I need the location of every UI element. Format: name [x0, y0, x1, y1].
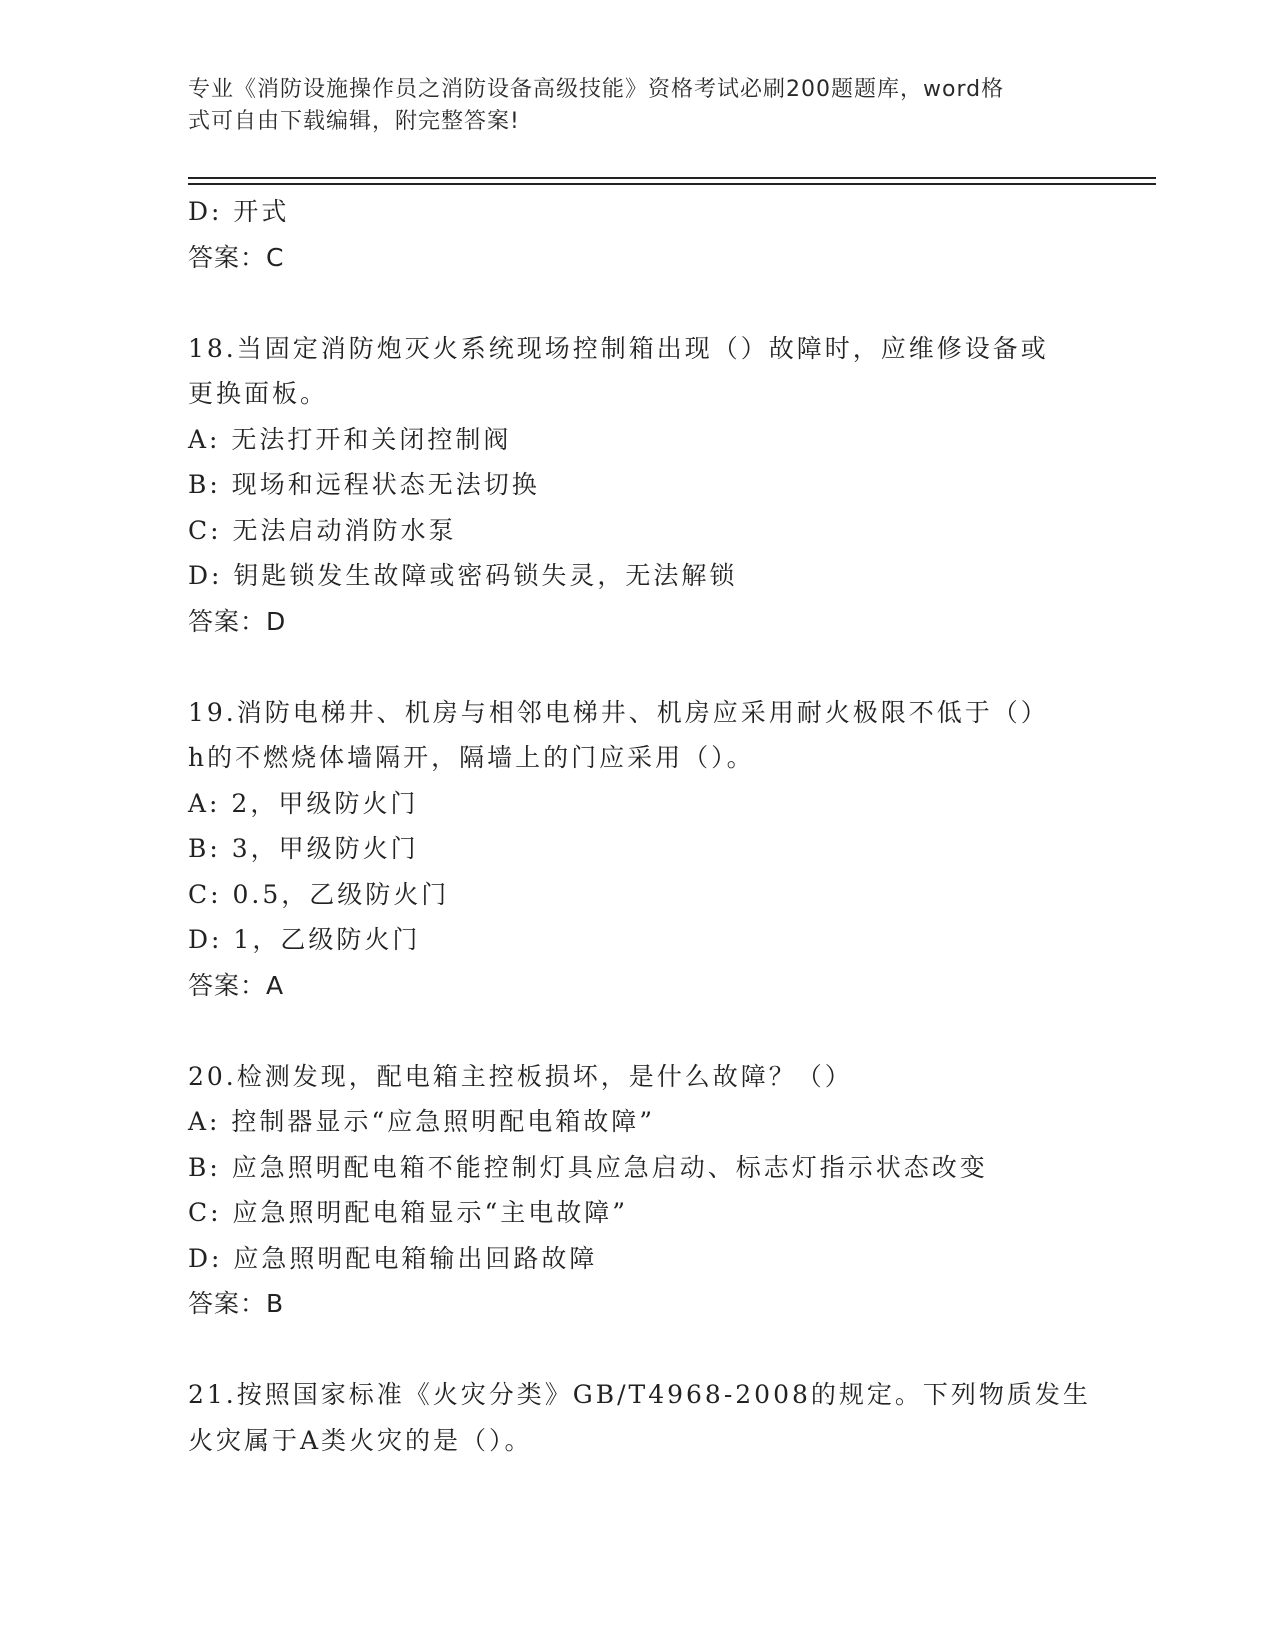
option-a: A: 控制器显示“应急照明配电箱故障” [188, 1107, 655, 1136]
question-stem-continued: h的不燃烧体墙隔开，隔墙上的门应采用（）。 [188, 743, 755, 772]
question-21 [188, 1372, 1091, 1463]
answer-line: 答案：B [188, 1289, 285, 1318]
option-a: A: 2，甲级防火门 [188, 788, 419, 818]
option-b: B: 3，甲级防火门 [188, 834, 419, 863]
option-d: D: 1，乙级防火门 [188, 925, 421, 954]
option-b: B: 现场和远程状态无法切换 [188, 470, 540, 499]
previous-question-tail [188, 189, 1088, 280]
answer-line: 答案：C [188, 242, 285, 272]
question-stem-continued: 火灾属于A类火灾的是（）。 [188, 1425, 533, 1455]
question-stem: 18.当固定消防炮灭火系统现场控制箱出现（）故障时，应维修设备或 [188, 333, 1049, 363]
header-line-1: 专业《消防设施操作员之消防设备高级技能》资格考试必刷200题题库，word格 [188, 77, 1005, 102]
spacer [188, 280, 1088, 326]
question-stem: 19.消防电梯井、机房与相邻电梯井、机房应采用耐火极限不低于（） [188, 697, 1049, 727]
header-divider-top [188, 177, 1156, 179]
document-header [188, 74, 1088, 138]
option-a: A: 无法打开和关闭控制阀 [188, 424, 512, 454]
header-line-2: 式可自由下载编辑，附完整答案! [188, 109, 520, 134]
option-d: D: 应急照明配电箱输出回路故障 [188, 1243, 598, 1273]
question-stem: 21.按照国家标准《火灾分类》GB/T4968-2008的规定。下列物质发生 [188, 1380, 1091, 1409]
question-list [188, 189, 1091, 1463]
question-stem: 20.检测发现，配电箱主控板损坏，是什么故障？（） [188, 1061, 853, 1091]
option-c: C: 无法启动消防水泵 [188, 515, 457, 545]
question-stem-continued: 更换面板。 [188, 379, 329, 408]
answer-line: 答案：A [188, 970, 285, 1000]
option-d: D: 开式 [188, 197, 290, 226]
question-18 [188, 326, 1088, 645]
option-c: C: 应急照明配电箱显示“主电故障” [188, 1198, 629, 1227]
spacer [188, 1008, 1088, 1054]
header-divider-bottom [188, 183, 1156, 185]
option-d: D: 钥匙锁发生故障或密码锁失灵，无法解锁 [188, 561, 738, 590]
answer-line: 答案：D [188, 606, 287, 636]
question-19 [188, 690, 1088, 1009]
spacer [188, 1327, 1088, 1373]
question-20 [188, 1054, 1088, 1327]
spacer [188, 644, 1088, 690]
option-c: C: 0.5，乙级防火门 [188, 879, 450, 909]
option-b: B: 应急照明配电箱不能控制灯具应急启动、标志灯指示状态改变 [188, 1152, 988, 1182]
